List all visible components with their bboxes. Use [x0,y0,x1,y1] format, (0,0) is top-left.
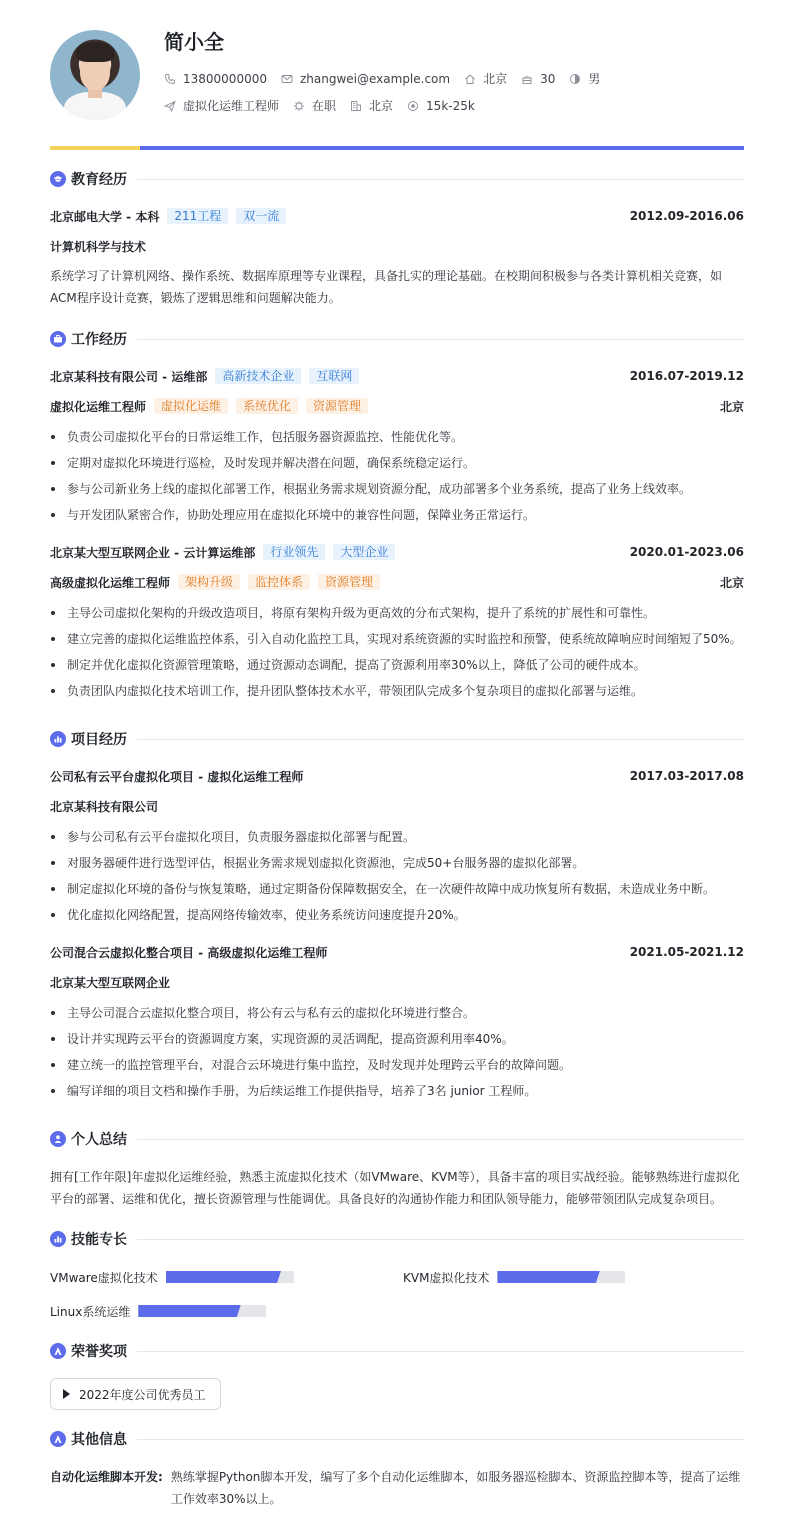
job-tag: 系统优化 [236,398,298,414]
section-skills [50,1229,744,1249]
school-name: 北京邮电大学 - 本科 [50,209,160,224]
city-text: 北京 [483,72,508,86]
target-city-item [350,98,393,114]
project-header [50,943,744,961]
section-work [50,329,744,349]
job-tag: 架构升级 [178,574,240,590]
avatar [50,30,140,120]
skill-bar-fill [166,1271,281,1283]
gender-icon [569,73,581,85]
skill-item [50,1303,266,1319]
list-item: 建立完善的虚拟化运维监控体系，引入自动化监控工具，实现对系统资源的实时监控和预警，使系统故障响应时间缩短了50%。 [50,626,744,652]
work-title-row [50,397,744,415]
project-name: 公司混合云虚拟化整合项目 - 高级虚拟化运维工程师 [50,945,328,960]
status-item [293,98,336,114]
work-bullets [50,600,744,704]
age-icon [521,73,533,85]
home-icon [464,73,476,85]
candidate-name: 简小全 [164,30,224,54]
salary-text: 15k-25k [426,99,475,113]
education-major-row [50,237,744,255]
job-tag: 资源管理 [318,574,380,590]
education-date: 2012.09-2016.06 [629,209,744,223]
other-text: 熟练掌握Python脚本开发，编写了多个自动化运维脚本，如服务器巡检脚本、资源监控脚本等，提高了运维工作效率30%以上。 [170,1470,741,1506]
company-tag: 大型企业 [333,544,395,560]
salary-icon [407,100,419,112]
project-company: 北京某科技有限公司 [50,799,159,814]
status-icon [293,100,305,112]
work-location: 北京 [719,575,744,590]
section-honors [50,1341,744,1361]
job-info-row [164,98,489,114]
project-bullets [50,1000,744,1104]
other-label: 自动化运维脚本开发: [50,1470,163,1484]
list-item: 参与公司新业务上线的虚拟化部署工作，根据业务需求规划资源分配，成功部署多个业务系统，提高了业务上线效率。 [50,476,744,502]
list-item: 设计并实现跨云平台的资源调度方案，实现资源的灵活调配，提高资源利用率40%。 [50,1026,744,1052]
honor-item[interactable] [50,1378,221,1410]
project-company: 北京某大型互联网企业 [50,975,171,990]
job-title: 虚拟化运维工程师 [50,399,147,414]
position-text: 虚拟化运维工程师 [183,99,280,113]
work-date: 2016.07-2019.12 [629,369,744,383]
building-icon [350,100,362,112]
job-tag: 虚拟化运维 [154,398,228,414]
skill-bar [166,1271,294,1283]
city-item [464,71,507,87]
skill-name: KVM虚拟化技术 [403,1270,490,1285]
chart-icon [50,731,66,747]
education-description: 系统学习了计算机网络、操作系统、数据库原理等专业课程，具备扎实的理论基础。在校期间积极参与各类计算机相关竞赛，如ACM程序设计竞赛，锻炼了逻辑思维和问题解决能力。 [50,269,723,305]
target-city-text: 北京 [369,99,394,113]
project-date: 2017.03-2017.08 [629,769,744,783]
job-tag: 资源管理 [306,398,368,414]
salary-item [407,98,475,114]
job-title: 高级虚拟化运维工程师 [50,575,171,590]
section-title-text: 个人总结 [71,1132,127,1148]
skill-bar [138,1305,266,1317]
list-item: 与开发团队紧密合作，协助处理应用在虚拟化环境中的兼容性问题，保障业务正常运行。 [50,502,744,528]
contact-row [164,71,614,87]
list-item: 主导公司虚拟化架构的升级改造项目，将原有架构升级为更高效的分布式架构，提升了系统的扩展性和可靠性。 [50,600,744,626]
job-tag: 监控体系 [248,574,310,590]
chart-icon [50,1231,66,1247]
gender-item [569,71,600,87]
section-title-text: 荣誉奖项 [71,1344,127,1360]
section-title-text: 项目经历 [71,732,127,748]
work-location: 北京 [719,399,744,414]
list-item: 主导公司混合云虚拟化整合项目，将公有云与私有云的虚拟化环境进行整合。 [50,1000,744,1026]
list-item: 参与公司私有云平台虚拟化项目，负责服务器虚拟化部署与配置。 [50,824,744,850]
graduation-cap-icon [50,171,66,187]
list-item: 负责公司虚拟化平台的日常运维工作，包括服务器资源监控、性能优化等。 [50,424,744,450]
section-summary [50,1129,744,1149]
company-name: 北京某科技有限公司 - 运维部 [50,369,208,384]
email-text: zhangwei@example.com [299,72,451,86]
section-title-text: 工作经历 [71,332,127,348]
school-tag: 双一流 [236,208,286,224]
company-tag: 行业领先 [263,544,325,560]
skill-item [403,1269,625,1285]
skill-bar-fill [497,1271,599,1283]
send-icon [164,100,176,112]
award-icon [50,1343,66,1359]
email-item [281,71,450,87]
skill-bar-fill [138,1305,240,1317]
project-company-row [50,973,744,991]
education-header [50,207,744,225]
school-tag: 211工程 [167,208,228,224]
status-text: 在职 [312,99,337,113]
gender-text: 男 [588,72,601,86]
skill-name: VMware虚拟化技术 [50,1270,158,1285]
award-icon [50,1431,66,1447]
major: 计算机科学与技术 [50,239,147,254]
section-projects [50,729,744,749]
project-name: 公司私有云平台虚拟化项目 - 虚拟化运维工程师 [50,769,304,784]
position-item [164,98,279,114]
company-name: 北京某大型互联网企业 - 云计算运维部 [50,545,256,560]
list-item: 优化虚拟化网络配置，提高网络传输效率，使业务系统访问速度提升20%。 [50,902,744,928]
list-item: 对服务器硬件进行选型评估，根据业务需求规划虚拟化资源池，完成50+台服务器的虚拟化部署。 [50,850,744,876]
work-date: 2020.01-2023.06 [629,545,744,559]
phone-item [164,71,267,87]
project-company-row [50,797,744,815]
honor-text: 2022年度公司优秀员工 [79,1387,206,1402]
header-divider [50,146,744,150]
work-company-row [50,543,744,561]
mail-icon [281,73,293,85]
company-tag: 高新技术企业 [215,368,301,384]
section-title-text: 其他信息 [71,1432,127,1448]
section-other [50,1429,744,1449]
company-tag: 互联网 [309,368,359,384]
skill-item [50,1269,294,1285]
user-icon [50,1131,66,1147]
play-icon [63,1389,70,1399]
section-title-text: 技能专长 [71,1232,127,1248]
section-title-text: 教育经历 [71,172,127,188]
age-item [521,71,555,87]
briefcase-icon [50,331,66,347]
list-item: 制定并优化虚拟化资源管理策略，通过资源动态调配，提高了资源利用率30%以上，降低了公司的硬件成本。 [50,652,744,678]
project-header [50,767,744,785]
list-item: 定期对虚拟化环境进行巡检，及时发现并解决潜在问题，确保系统稳定运行。 [50,450,744,476]
list-item: 编写详细的项目文档和操作手册，为后续运维工作提供指导，培养了3名 junior 工程师。 [50,1078,744,1104]
project-bullets [50,824,744,928]
summary-text: 拥有[工作年限]年虚拟化运维经验，熟悉主流虚拟化技术（如VMware、KVM等），具备丰富的项目实战经验。能够熟练进行虚拟化平台的部署、运维和优化，擅长资源管理与性能调优。具备良好的沟通协作能力和团队领导能力，能够带领团队完成复杂项目。 [50,1170,740,1206]
skill-bar [497,1271,625,1283]
age-text: 30 [540,72,556,86]
phone-text: 13800000000 [183,72,267,86]
list-item: 建立统一的监控管理平台，对混合云环境进行集中监控，及时发现并处理跨云平台的故障问题。 [50,1052,744,1078]
list-item: 负责团队内虚拟化技术培训工作，提升团队整体技术水平，带领团队完成多个复杂项目的虚拟化部署与运维。 [50,678,744,704]
work-bullets [50,424,744,528]
list-item: 制定虚拟化环境的备份与恢复策略，通过定期备份保障数据安全，在一次硬件故障中成功恢复所有数据，未造成业务中断。 [50,876,744,902]
other-info [50,1466,744,1510]
resume-header [50,30,744,120]
project-date: 2021.05-2021.12 [629,945,744,959]
phone-icon [164,73,176,85]
section-education [50,169,744,189]
work-company-row [50,367,744,385]
skill-name: Linux系统运维 [50,1304,131,1319]
work-title-row [50,573,744,591]
